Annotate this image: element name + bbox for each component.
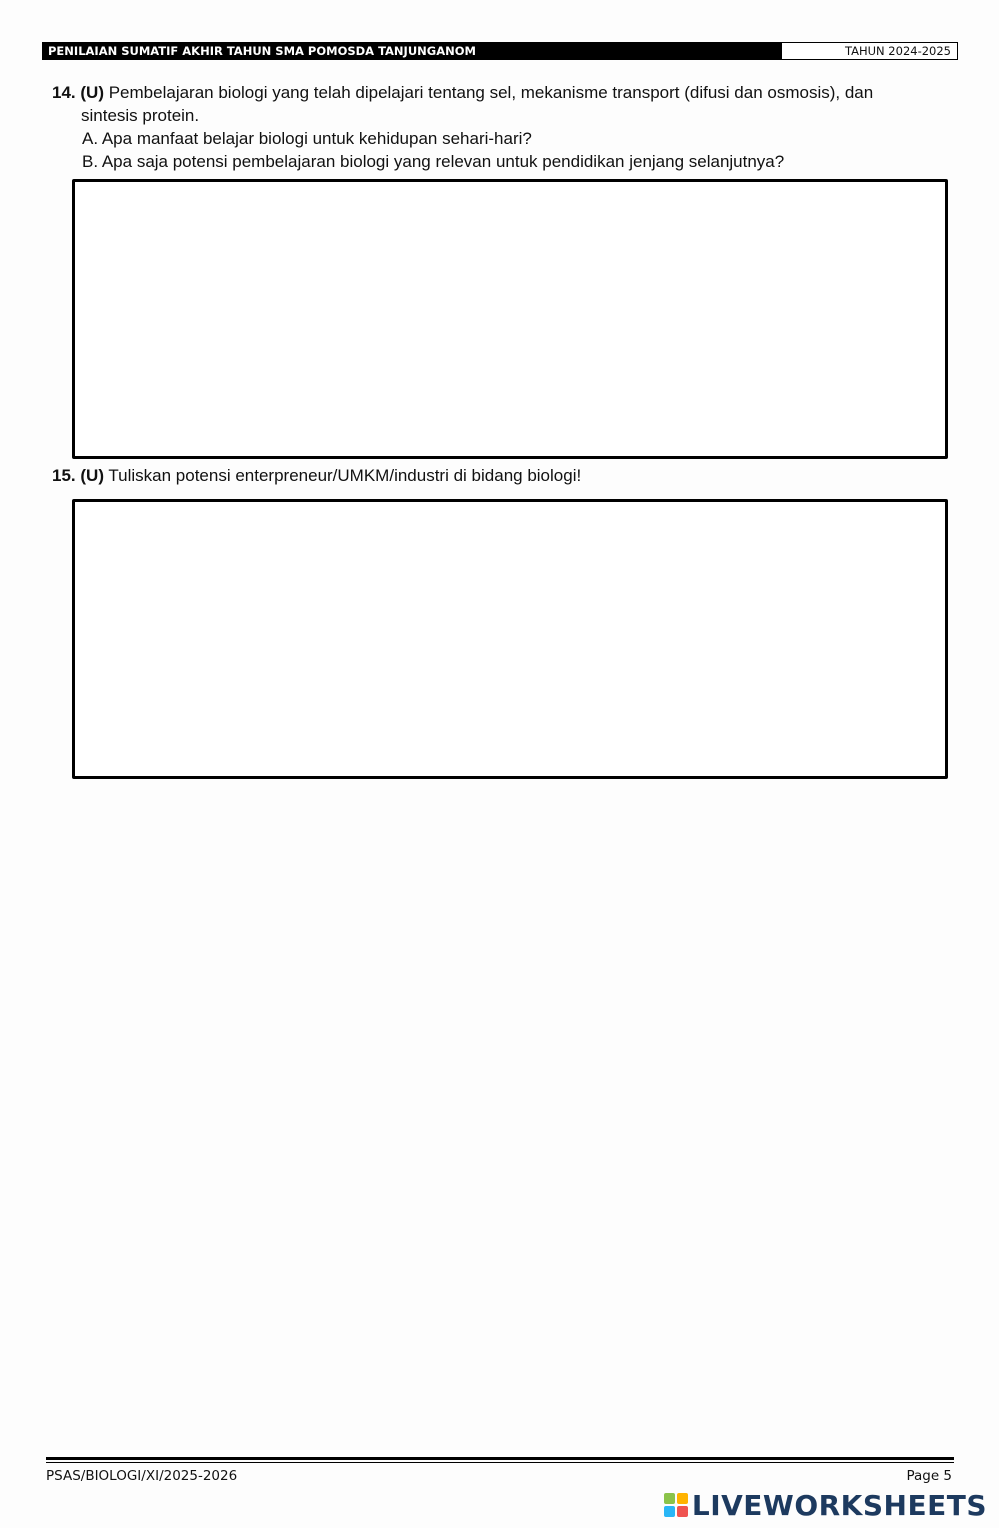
footer-rule-thin: [46, 1462, 954, 1463]
footer-code: PSAS/BIOLOGI/XI/2025-2026: [46, 1468, 238, 1484]
question-tag: (U): [80, 83, 104, 102]
question-14: [52, 81, 949, 173]
logo-tile-v: [664, 1506, 675, 1517]
question-number: 15.: [52, 466, 76, 485]
footer-page-number: Page 5: [906, 1468, 952, 1484]
question-14-text: [52, 81, 949, 127]
logo-tile-l: [664, 1493, 675, 1504]
question-14-line2: sintesis protein.: [81, 106, 200, 125]
logo-tile-e: [677, 1506, 688, 1517]
header-title: PENILAIAN SUMATIF AKHIR TAHUN SMA POMOSDA TANJUNGANOM: [42, 42, 781, 60]
question-14-sub-b: B. Apa saja potensi pembelajaran biologi yang relevan untuk pendidikan jenjang selanjutnya?: [82, 152, 785, 171]
question-tag: (U): [80, 466, 104, 485]
question-number: 14.: [52, 83, 76, 102]
page-header: [42, 42, 958, 60]
liveworksheets-logo-icon: [664, 1493, 688, 1517]
liveworksheets-logo-text: LIVEWORKSHEETS: [691, 1488, 987, 1522]
question-15: [52, 464, 949, 487]
header-year: TAHUN 2024-2025: [781, 42, 958, 60]
logo-tile-i: [677, 1493, 688, 1504]
question-14-line1: Pembelajaran biologi yang telah dipelajari tentang sel, mekanisme transport (difusi dan osmosis), dan: [108, 83, 874, 102]
footer-rule-thick: [46, 1457, 954, 1460]
question-15-text: Tuliskan potensi enterpreneur/UMKM/industri di bidang biologi!: [108, 466, 582, 485]
question-14-sub-a: A. Apa manfaat belajar biologi untuk kehidupan sehari-hari?: [82, 129, 532, 148]
answer-box-15[interactable]: [72, 499, 948, 779]
liveworksheets-logo: [664, 1488, 987, 1522]
answer-box-14[interactable]: [72, 179, 948, 459]
